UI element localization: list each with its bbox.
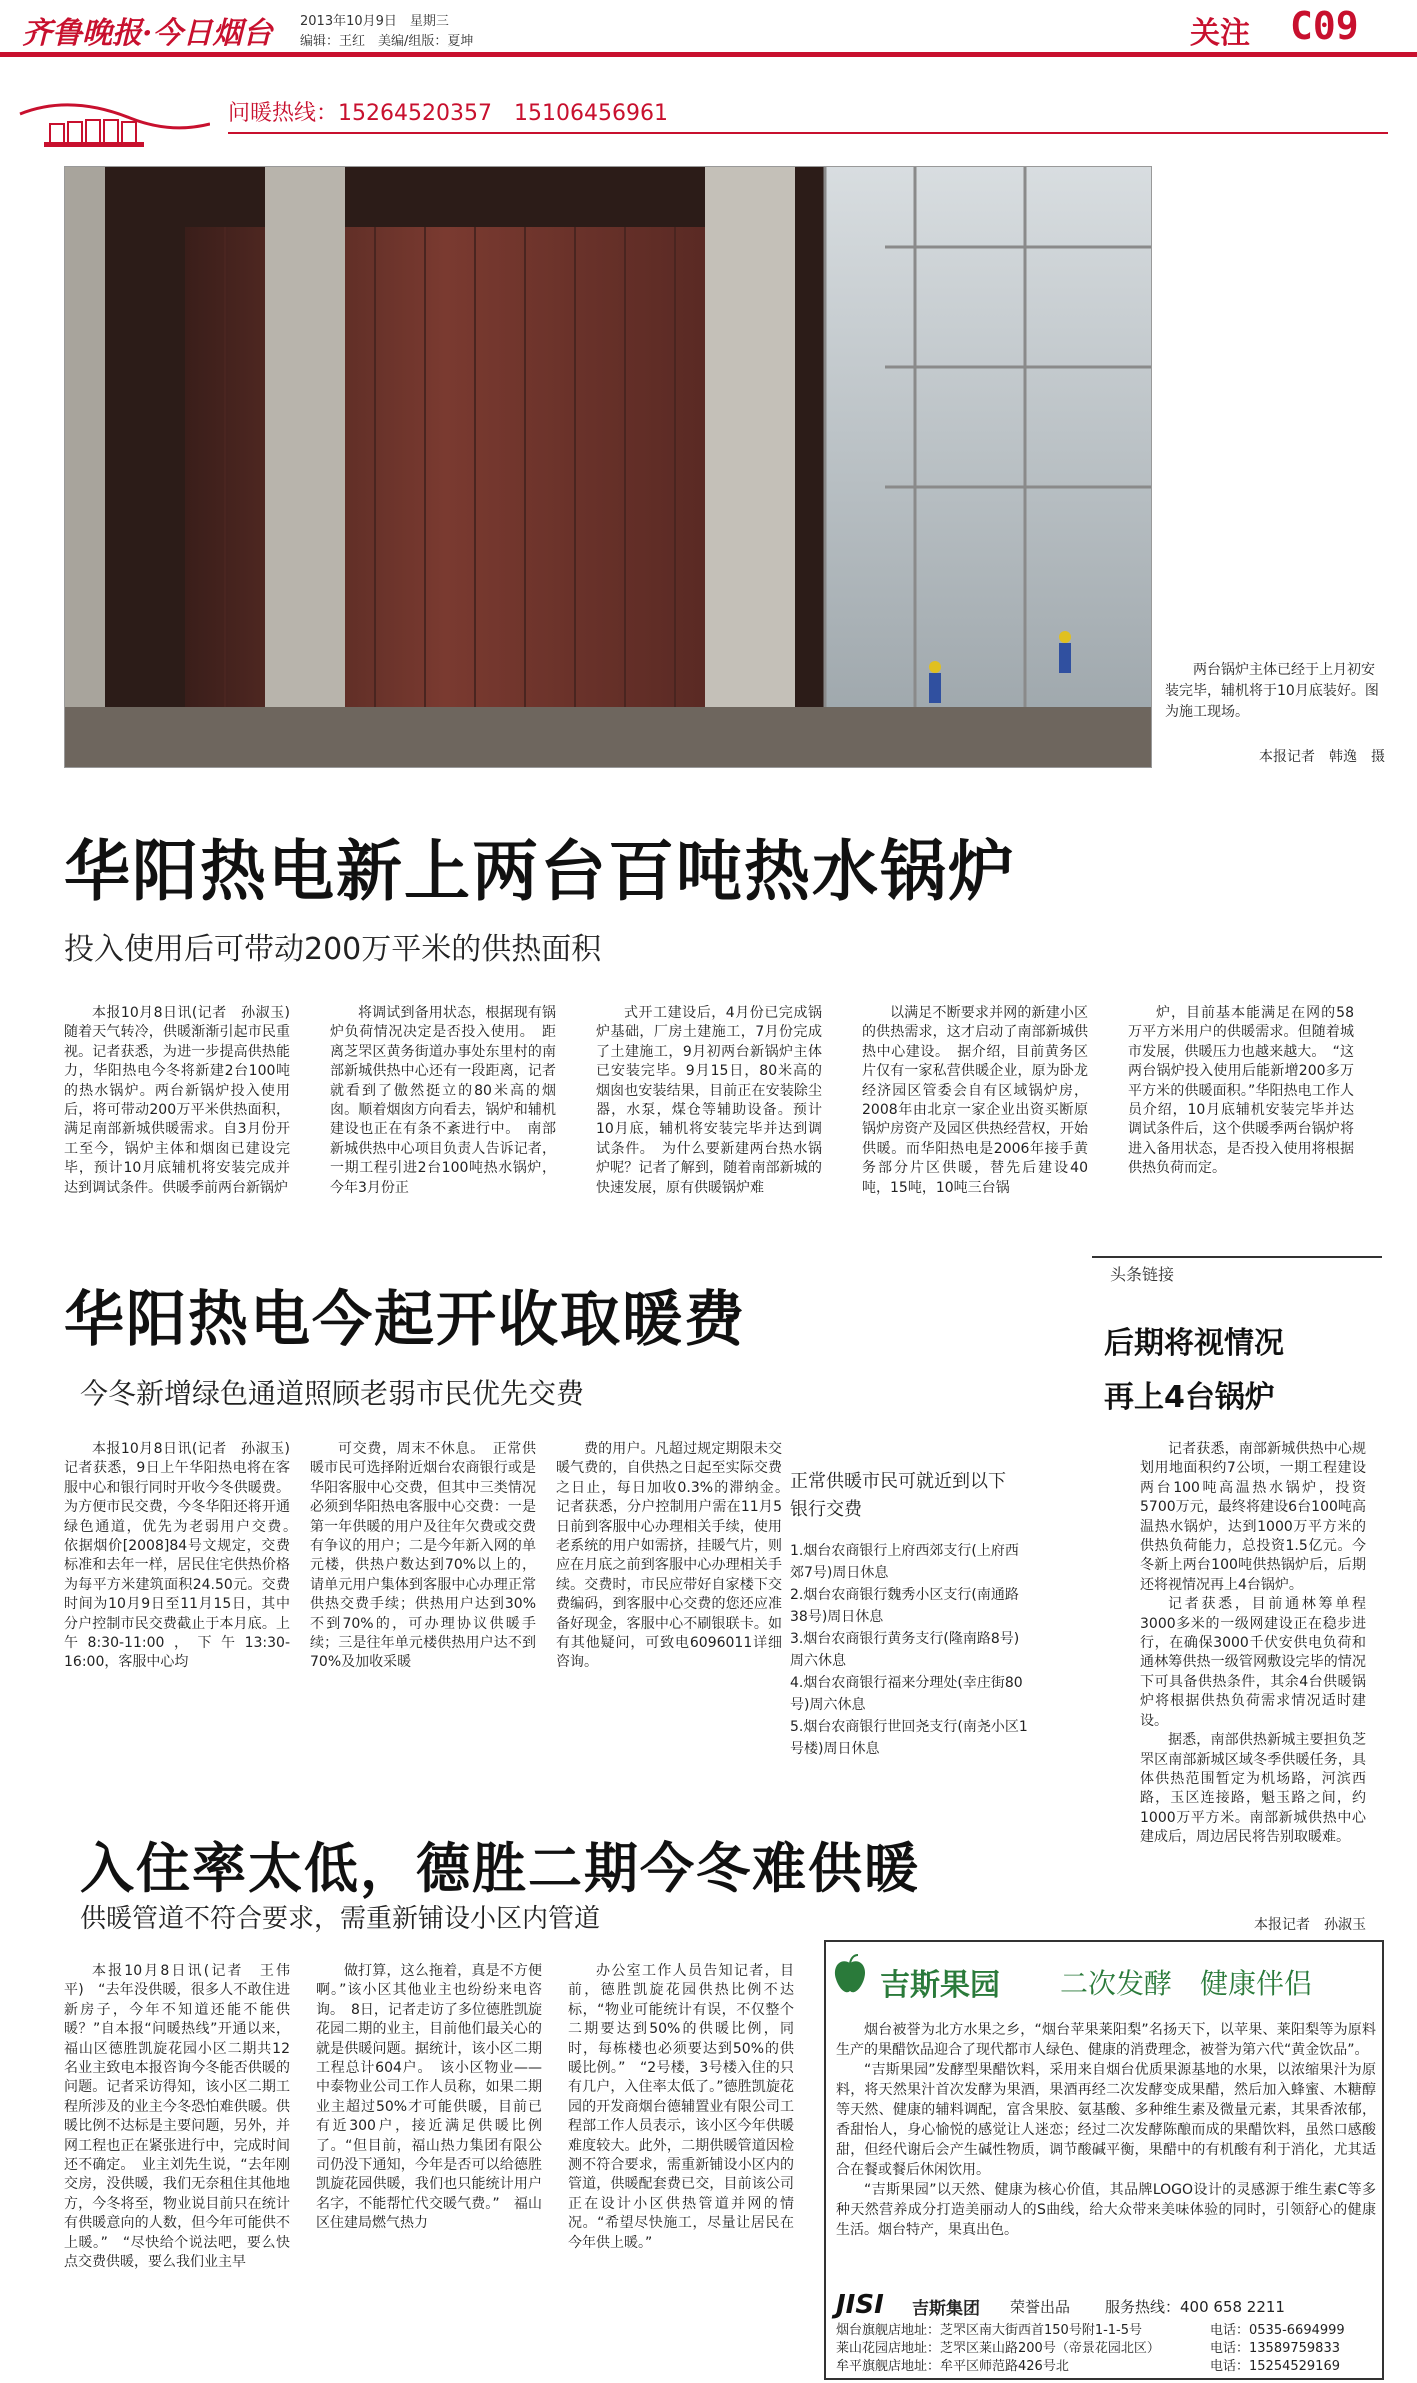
issue-date: 2013年10月9日 星期三 (300, 14, 449, 29)
sidebar-rule (1092, 1256, 1382, 1258)
sidebar-paragraph: 记者获悉，目前通林筹单程3000多米的一级网建设正在稳步进行，在确保3000千伏安供电负荷和通林筹供热一级管网敷设完毕的情况下可具备供热条件，其余4台供暖锅炉将根据供热负荷需求情况适时建设。 (1140, 1596, 1366, 1729)
masthead-rule (0, 52, 1417, 57)
ad-company: 吉斯集团 (912, 2299, 980, 2319)
article2-column-1 (64, 1440, 290, 1740)
ad-store-phones (1210, 2322, 1380, 2376)
hotline-text: 问暖热线：15264520357 15106456961 (228, 101, 668, 126)
article1-text-2: 将调试到备用状态，根据现有锅炉负荷情况决定是否投入使用。 距离芝罘区黄务街道办事处东里村的南部新城供热中心还有一段距离，记者就看到了傲然挺立的80米高的烟囱。顺着烟囱方向看去，锅炉和辅机建设也正在有条不紊进行中。 南部新城供热中心项目负责人告诉记者，一期工程引进2台100吨热水锅炉，今年3月份正 (330, 1005, 556, 1196)
ad-body (836, 2020, 1376, 2240)
article1-column-1 (64, 1004, 290, 1240)
store-phone: 电话：15254529169 (1210, 2359, 1340, 2374)
store-address: 牟平旗舰店地址：牟平区师范路426号北 (836, 2359, 1069, 2374)
article3-subhead: 供暖管道不符合要求，需重新铺设小区内管道 (80, 1904, 601, 1934)
article1-text-3: 式开工建设后，4月份已完成锅炉基础，厂房土建施工，7月份完成了土建施工，9月初两台新锅炉主体已安装完毕。9月15日，80米高的烟囱也安装结果，目前正在安装除尘器，水泵，煤仓等辅助设备。预计10月底，辅机将安装完毕并达到调试条件。 为什么要新建两台热水锅炉呢？记者了解到，随着南部新城的快速发展，原有供暖锅炉难 (596, 1005, 822, 1196)
store-phone: 电话：13589759833 (1210, 2341, 1340, 2356)
article3-column-1 (64, 1962, 290, 2377)
sidebar-tag: 头条链接 (1110, 1265, 1175, 1284)
ad-service-hotline: 服务热线：400 658 2211 (1105, 2298, 1285, 2316)
article3-text-3: 办公室工作人员告知记者，目前，德胜凯旋花园供热比例不达标，“物业可能统计有误，不仅整个二期要达到50%的供暖比例，同时，每栋楼也必须要达到50%的供暖比例。” “2号楼，3号楼入住的只有几户，入住率太低了。”德胜凯旋花园的开发商烟台德辅置业有限公司工程部工作人员表示，该小区今年供暖难度较大。此外，二期供暖管道因检测不符合要求，需重新铺设小区内的管道，供暖配套费已交，目前该公司正在设计小区供热管道并网的情况。“希望尽快施工，尽量让居民在今年供上暖。” (568, 1963, 794, 2251)
sidebar-body (1140, 1440, 1366, 1910)
ad-paragraph: 烟台被誉为北方水果之乡，“烟台苹果莱阳梨”名扬天下，以苹果、莱阳梨等为原料生产的果醋饮品迎合了现代都市人绿色、健康的消费理念，被誉为第六代“黄金饮品”。 (836, 2022, 1376, 2058)
article2-column-2 (310, 1440, 536, 1740)
article2-headline: 华阳热电今起开收取暖费 (64, 1285, 746, 1355)
photo-caption: 两台锅炉主体已经于上月初安装完毕，辅机将于10月底装好。图为施工现场。 (1165, 662, 1379, 720)
masthead-logo: 齐鲁晚报·今日烟台 (22, 16, 273, 51)
article3-column-2 (316, 1962, 542, 2377)
bank-item: 4.烟台农商银行福来分理处(幸庄街80号)周六休息 (790, 1675, 1023, 1713)
ad-paragraph: “吉斯果园”以天然、健康为核心价值，其品牌LOGO设计的灵感源于维生素C等多种天然营养成分打造美丽动人的S曲线，给大众带来美味体验的同时，引领舒心的健康生活。烟台特产，果真出色。 (836, 2182, 1376, 2238)
sidebar-title-line2: 再上4台锅炉 (1104, 1380, 1275, 1415)
article1-column-4 (862, 1004, 1088, 1240)
bank-item: 3.烟台农商银行黄务支行(隆南路8号)周六休息 (790, 1631, 1020, 1669)
article1-text-1: 本报10月8日讯(记者 孙淑玉) 随着天气转冷，供暖渐渐引起市民重视。记者获悉，为进一步提高供热能力，华阳热电今冬将新建2台100吨的热水锅炉。两台新锅炉投入使用后，将可带动200万平米供热面积，满足南部新城供暖需求。自3月份开工至今，锅炉主体和烟囱已建设完毕，预计10月底辅机将安装完成并达到调试条件。供暖季前两台新锅炉 (64, 1005, 290, 1196)
radiator-icon (10, 84, 210, 150)
editors-credit: 编辑：王红 美编/组版：夏坤 (300, 34, 474, 49)
bank-box-title: 正常供暖市民可就近到以下银行交费 (790, 1471, 1006, 1520)
sidebar-title-line1: 后期将视情况 (1104, 1326, 1284, 1361)
sidebar-paragraph: 记者获悉，南部新城供热中心规划用地面积约7公顷，一期工程建设两台100吨高温热水锅炉，投资5700万元，最终将建设6台100吨高温热水锅炉，达到1000万平方米的供热负荷能力，总投资1.5亿元。今冬新上两台100吨供热锅炉后，后期还将视情况再上4台锅炉。 (1140, 1441, 1366, 1593)
article1-headline: 华阳热电新上两台百吨热水锅炉 (64, 833, 1016, 910)
hotline-rule (228, 132, 1388, 134)
article2-text-2: 可交费，周末不休息。 正常供暖市民可选择附近烟台农商银行或是华阳客服中心交费，但其中三类情况必须到华阳热电客服中心交费：一是第一年供暖的用户及往年欠费或交费有争议的用户；二是今年新入网的单元楼，供热户数达到70%以上的，请单元用户集体到客服中心办理正常供热交费手续；供热用户达到30%不到70%的，可办理协议供暖手续；三是往年单元楼供热用户达不到70%及加收采暖 (310, 1441, 536, 1671)
ad-paragraph: “吉斯果园”发酵型果醋饮料，采用来自烟台优质果源基地的水果，以浓缩果汁为原料，将天然果汁首次发酵为果酒，果酒再经二次发酵变成果醋，然后加入蜂蜜、木糖醇等天然、健康的辅料调配，富含果胶、氨基酸、多种维生素及微量元素，其果香浓郁，香甜怡人，身心愉悦的感觉让人迷恋；经过二次发酵陈酿而成的果醋饮料，虽然口感酸甜，但经代谢后会产生碱性物质，调节酸碱平衡，果醋中的有机酸有利于消化，尤其适合在餐或餐后休闲饮用。 (836, 2062, 1376, 2178)
ad-made: 荣誉出品 (1010, 2298, 1071, 2316)
article2-subhead: 今冬新增绿色通道照顾老弱市民优先交费 (80, 1377, 585, 1410)
article1-subhead: 投入使用后可带动200万平米的供热面积 (64, 932, 602, 967)
boiler-construction-photo (64, 166, 1152, 768)
photo-credit: 本报记者 韩逸 摄 (1259, 749, 1385, 765)
ad-slogan: 二次发酵 健康伴侣 (1060, 1967, 1313, 2000)
article1-column-5 (1128, 1004, 1354, 1240)
bank-list (790, 1540, 1030, 1760)
article2-column-3 (556, 1440, 782, 1740)
store-address: 莱山花园店地址：芝罘区莱山路200号（帝景花园北区） (836, 2341, 1160, 2356)
bank-item: 1.烟台农商银行上府西郊支行(上府西郊7号)周日休息 (790, 1543, 1019, 1581)
article2-text-1: 本报10月8日讯(记者 孙淑玉) 记者获悉，9日上午华阳热电将在客服中心和银行同时开收今冬供暖费。为方便市民交费，今冬华阳还将开通绿色通道，优先为老弱用户交费。 依据烟价[2008]84号文规定，交费标准和去年一样，居民住宅供热价格为每平方米建筑面积24.50元。交费时间为10月9日至11月15日，其中分户控制市民交费截止于本月底。上午8:30-11:00，下午13:30-16:00，客服中心均 (64, 1441, 290, 1671)
apple-logo-icon (830, 1953, 870, 1997)
sidebar-credit: 本报记者 孙淑玉 (1254, 1917, 1366, 1933)
sidebar-paragraph: 据悉，南部供热新城主要担负芝罘区南部新城区域冬季供暖任务，具体供热范围暂定为机场路，河滨西路，玉区连接路，魁玉路之间，约1000万平方米。南部新城供热中心建成后，周边居民将告别取暖难。 (1140, 1732, 1366, 1846)
section-title: 关注 (1190, 16, 1250, 51)
ad-brand: 吉斯果园 (880, 1968, 1000, 2003)
store-address: 烟台旗舰店地址：芝罘区南大街西首150号附1-1-5号 (836, 2323, 1143, 2338)
article2-text-3: 费的用户。凡超过规定期限未交暖气费的，自供热之日起至实际交费之日止，每日加收0.3%的滞纳金。 记者获悉，分户控制用户需在11月5日前到客服中心办理相关手续，使用老系统的用户如需挤，挂暖气片，则应在月底之前到客服中心办理相关手续。交费时，市民应带好自家楼下交费编码，到客服中心交费的您还应准备好现金，客服中心不刷银联卡。如有其他疑问，可致电6096011详细咨询。 (556, 1441, 782, 1671)
store-phone: 电话：0535-6694999 (1210, 2323, 1345, 2338)
article1-column-3 (596, 1004, 822, 1240)
bank-item: 5.烟台农商银行世回尧支行(南尧小区1号楼)周日休息 (790, 1719, 1028, 1757)
page-number: C09 (1290, 4, 1359, 48)
article1-text-4: 以满足不断要求并网的新建小区的供热需求，这才启动了南部新城供热中心建设。 据介绍，目前黄务区片仅有一家私营供暖企业，原为卧龙经济园区管委会自有区域锅炉房，2008年由北京一家企业出资买断原锅炉房资产及园区供热经营权，开始供暖。而华阳热电是2006年接手黄务部分片区供暖，替先后建设40吨，15吨，10吨三台锅 (862, 1005, 1088, 1196)
ad-store-addresses (836, 2322, 1196, 2376)
article3-headline: 入住率太低，德胜二期今冬难供暖 (80, 1837, 920, 1900)
jisi-logo: JISI (836, 2290, 884, 2320)
article3-text-2: 做打算，这么拖着，真是不方便啊。”该小区其他业主也纷纷来电咨询。 8日，记者走访了多位德胜凯旋花园二期的业主，目前他们最关心的就是供暖问题。据统计，该小区二期工程总计604户。 该小区物业——中泰物业公司工作人员称，如果二期业主超过50%才可能供暖，目前已有近300户，接近满足供暖比例了。“但目前，福山热力集团有限公司仍没下通知，今年是否可以给德胜凯旋花园供暖，我们也只能统计用户名字，不能帮忙代交暖气费。” 福山区住建局燃气热力 (316, 1963, 542, 2232)
bank-item: 2.烟台农商银行魏秀小区支行(南通路38号)周日休息 (790, 1587, 1019, 1625)
article1-text-5: 炉，目前基本能满足在网的58万平方米用户的供暖需求。但随着城市发展，供暖压力也越来越大。 “这两台锅炉投入使用后能新增200多万平方米的供暖面积。”华阳热电工作人员介绍，10月底辅机安装完毕并达调试条件后，这个供暖季两台锅炉将进入备用状态，是否投入使用将根据供热负荷而定。 (1128, 1005, 1354, 1177)
article3-column-3 (568, 1962, 794, 2377)
article3-text-1: 本报10月8日讯(记者 王伟平) “去年没供暖，很多人不敢住进新房子，今年不知道还能不能供暖？”自本报“问暖热线”开通以来，福山区德胜凯旋花园小区二期共12名业主致电本报咨询今冬能否供暖的问题。记者采访得知，该小区二期工程所涉及的业主今冬恐怕难供暖。供暖比例不达标是主要问题，另外，并网工程也正在紧张进行中，完成时间还不确定。 业主刘先生说，“去年刚交房，没供暖，我们无奈租住其他地方，今冬将至，物业说目前只在统计有供暖意向的人数，但今年可能供不上暖。” “尽快给个说法吧，要么快点交费供暖，要么我们业主早 (64, 1963, 290, 2271)
article1-column-2 (330, 1004, 556, 1240)
